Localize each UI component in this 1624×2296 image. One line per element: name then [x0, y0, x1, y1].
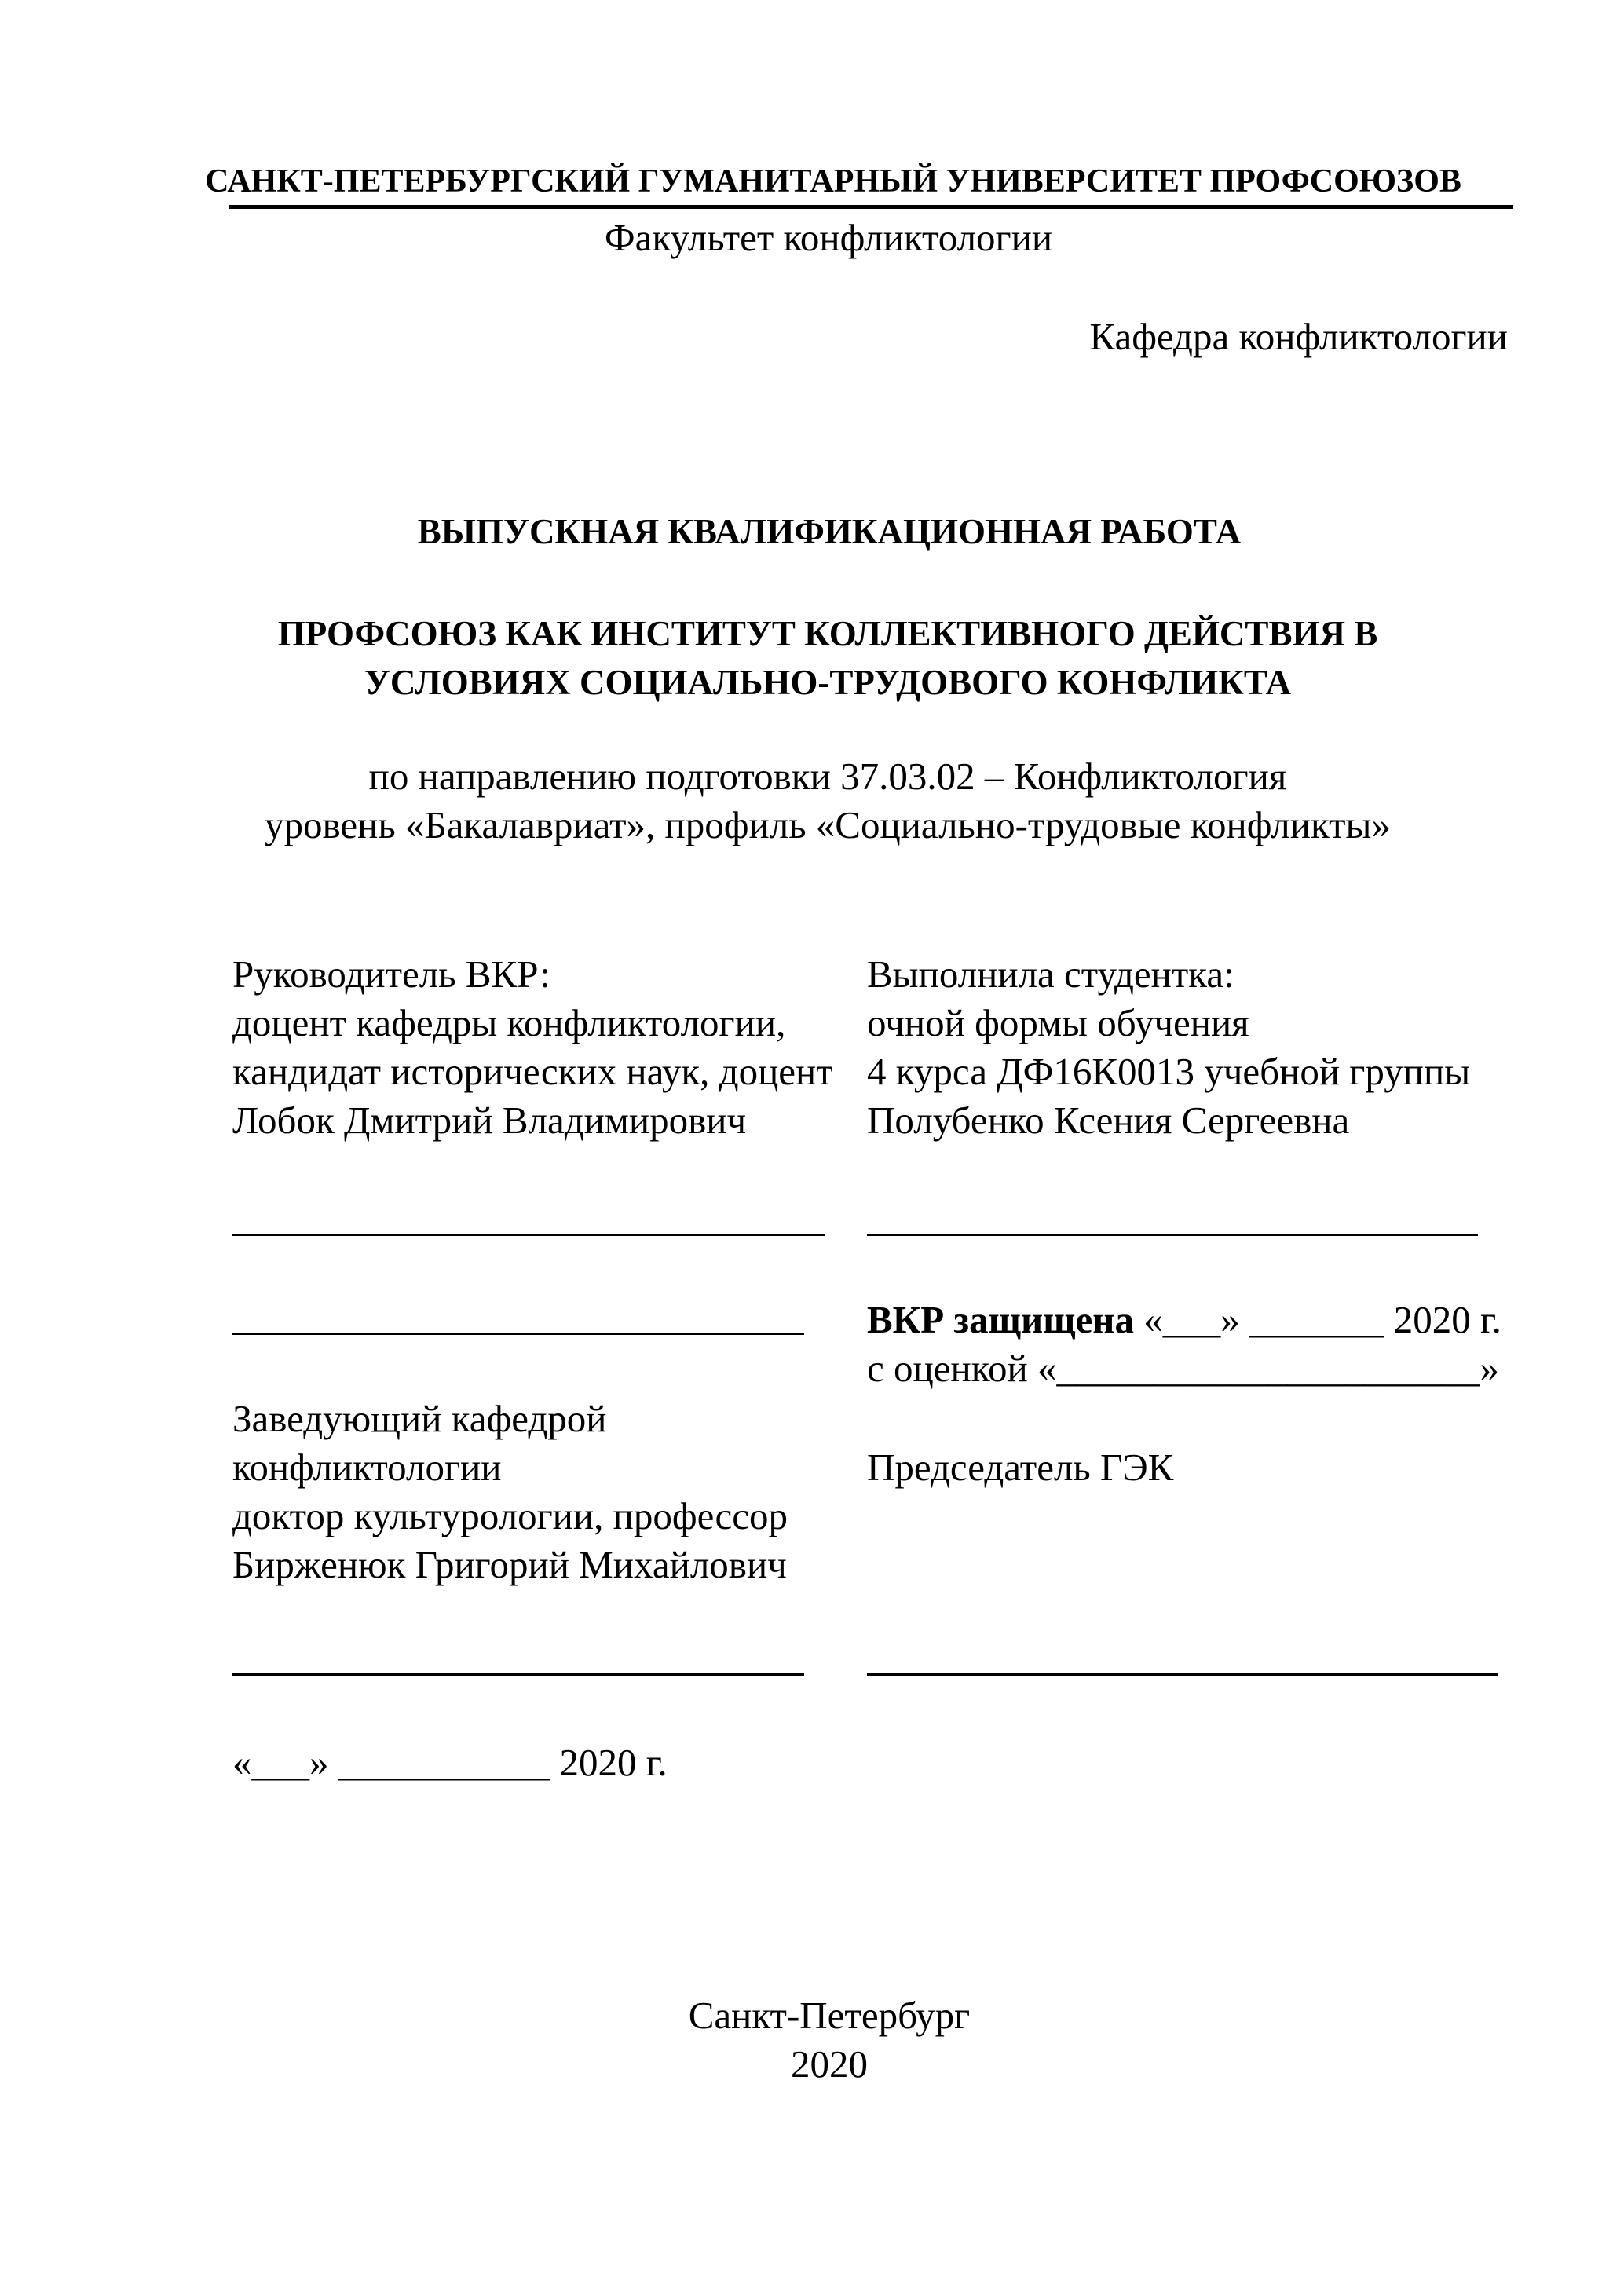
- thesis-title-line: ПРОФСОЮЗ КАК ИНСТИТУТ КОЛЛЕКТИВНОГО ДЕЙСТВИЯ В: [277, 614, 1378, 653]
- student-name: Полубенко Ксения Сергеевна: [867, 1099, 1350, 1142]
- defense-date: [867, 1296, 1501, 1344]
- footer-year: 2020: [791, 2042, 868, 2086]
- thesis-title-line: УСЛОВИЯХ СОЦИАЛЬНО-ТРУДОВОГО КОНФЛИКТА: [364, 663, 1292, 702]
- student-signature-line[interactable]: [867, 1234, 1478, 1236]
- supervisor-block: [232, 950, 833, 1145]
- faculty-name: Факультет конфликтологии: [604, 216, 1053, 259]
- student-label: Выполнила студентка:: [867, 952, 1234, 996]
- student-block: [867, 950, 1470, 1145]
- head-of-department-block: [232, 1395, 788, 1589]
- head-name: Бирженюк Григорий Михайлович: [232, 1543, 787, 1586]
- supervisor-degree: кандидат исторических наук, доцент: [232, 1050, 833, 1093]
- document-type: ВЫПУСКНАЯ КВАЛИФИКАЦИОННАЯ РАБОТА: [417, 512, 1242, 551]
- footer-city: Санкт-Петербург: [688, 1994, 971, 2037]
- head-department: конфликтологии: [232, 1446, 502, 1489]
- head-label: Заведующий кафедрой: [232, 1397, 607, 1440]
- thesis-title: [0, 609, 1624, 707]
- head-signature-line[interactable]: [232, 1673, 804, 1676]
- student-study-form: очной формы обучения: [867, 1001, 1249, 1044]
- supervisor-signature-line[interactable]: [232, 1234, 825, 1236]
- defense-date-text: «___» _______ 2020 г.: [1134, 1298, 1501, 1341]
- head-degree: доктор культурологии, профессор: [232, 1494, 788, 1537]
- admission-signature-line[interactable]: [232, 1333, 804, 1335]
- gek-chair-signature-line[interactable]: [867, 1673, 1498, 1676]
- university-name: САНКТ-ПЕТЕРБУРГСКИЙ ГУМАНИТАРНЫЙ УНИВЕРСИТЕТ ПРОФСОЮЗОВ: [205, 163, 1461, 199]
- gek-chair-label: Председатель ГЭК: [867, 1446, 1174, 1489]
- supervisor-position: доцент кафедры конфликтологии,: [232, 1001, 786, 1044]
- defense-label: ВКР защищена: [867, 1298, 1135, 1341]
- defense-grade: с оценкой «______________________»: [867, 1347, 1499, 1390]
- student-group: 4 курса ДФ16К0013 учебной группы: [867, 1050, 1471, 1093]
- department-name: Кафедра конфликтологии: [1089, 315, 1508, 358]
- supervisor-label: Руководитель ВКР:: [232, 952, 550, 996]
- approval-date: «___» ___________ 2020 г.: [232, 1741, 668, 1784]
- direction-line: уровень «Бакалавриат», профиль «Социально-трудовые конфликты»: [265, 803, 1391, 846]
- direction-line: по направлению подготовки 37.03.02 – Конфликтология: [368, 755, 1287, 798]
- supervisor-name: Лобок Дмитрий Владимирович: [232, 1099, 747, 1142]
- study-direction: [0, 752, 1624, 850]
- header-rule: [229, 205, 1513, 209]
